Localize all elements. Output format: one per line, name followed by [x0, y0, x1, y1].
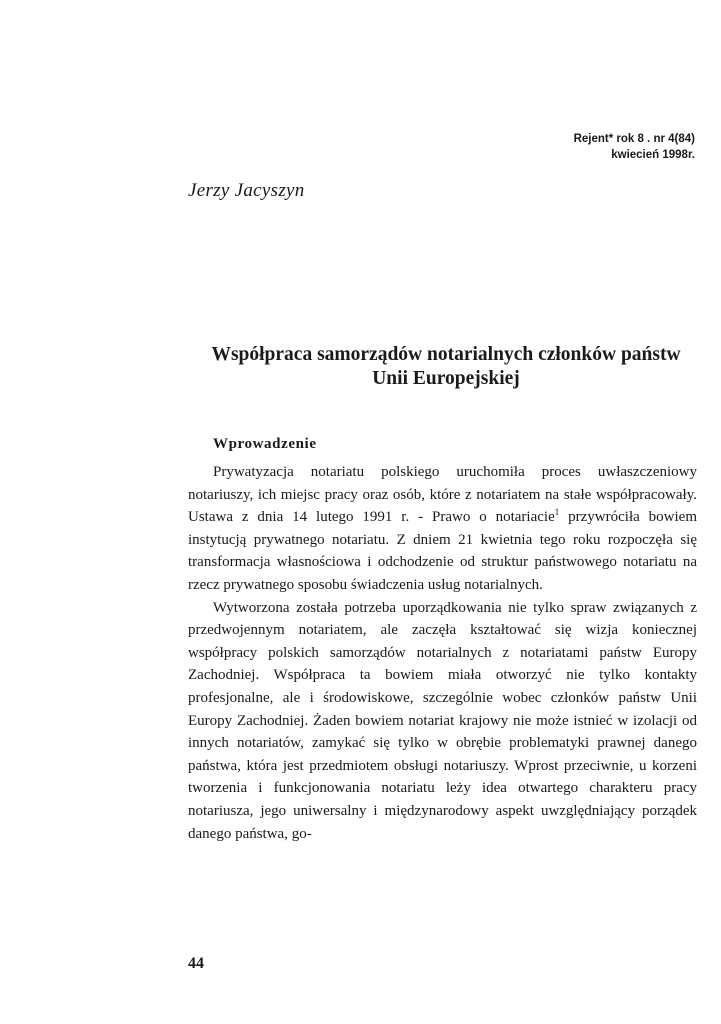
paragraph-2: Wytworzona została potrzeba uporządkowania nie tylko spraw związanych z przedwojennym notariatem, ale zaczęła kształtować się wizja koniecznej współpracy polskich samorządów notarialnych z notariatami państw Europy Zachodniej. Współpraca ta bowiem miała otworzyć nie tylko kontakty profesjonalne, ale i środowiskowe, szczególnie wobec członków państw Unii Europy Zachodniej. Żaden bowiem notariat krajowy nie może istnieć w izolacji od innych notariatów, zamykać się tylko w obrębie problematyki prawnej danego państwa, która jest przedmiotem obsługi notariuszy. Wprost przeciwnie, u korzeni tworzenia i funkcjonowania notariatu leży idea otwartego charakteru pracy notariusza, jego uniwersalny i międzynarodowy aspekt uwzględniający porządek danego państwa, go-: [188, 599, 697, 842]
paragraph-1: [188, 461, 697, 597]
footnote-marker[interactable]: 1: [554, 507, 560, 518]
journal-issue: Rejent* rok 8 . nr 4(84): [573, 133, 695, 145]
page-number: 44: [188, 955, 204, 972]
journal-header: [574, 131, 695, 163]
paragraph-1-text-a: Prywatyzacja notariatu polskiego uruchomiła proces uwłaszczeniowy notariuszy, ich miejsc pracy oraz osób, które z notariatem na stałe współpracowały. Ustawa z dnia 14 lutego 1991 r. - Prawo o notariacie: [188, 464, 697, 526]
paragraph-1-text-b: przywróciła bowiem instytucją prywatnego notariatu. Z dniem 21 kwietnia tego roku rozpoczęła się transformacja własnościowa i odchodzenie od struktur państwowego notariatu na rzecz prywatnego sposobu świadczenia usług notarialnych.: [188, 509, 697, 593]
article-title: [190, 343, 702, 391]
article-body: [188, 461, 697, 845]
section-heading: Wprowadzenie: [213, 436, 317, 452]
article-title-line-2: Unii Europejskiej: [372, 368, 520, 389]
issue-date: kwiecień 1998r.: [611, 149, 695, 161]
author-name: Jerzy Jacyszyn: [188, 180, 305, 201]
article-title-line-1: Współpraca samorządów notarialnych członków państw: [211, 344, 681, 365]
